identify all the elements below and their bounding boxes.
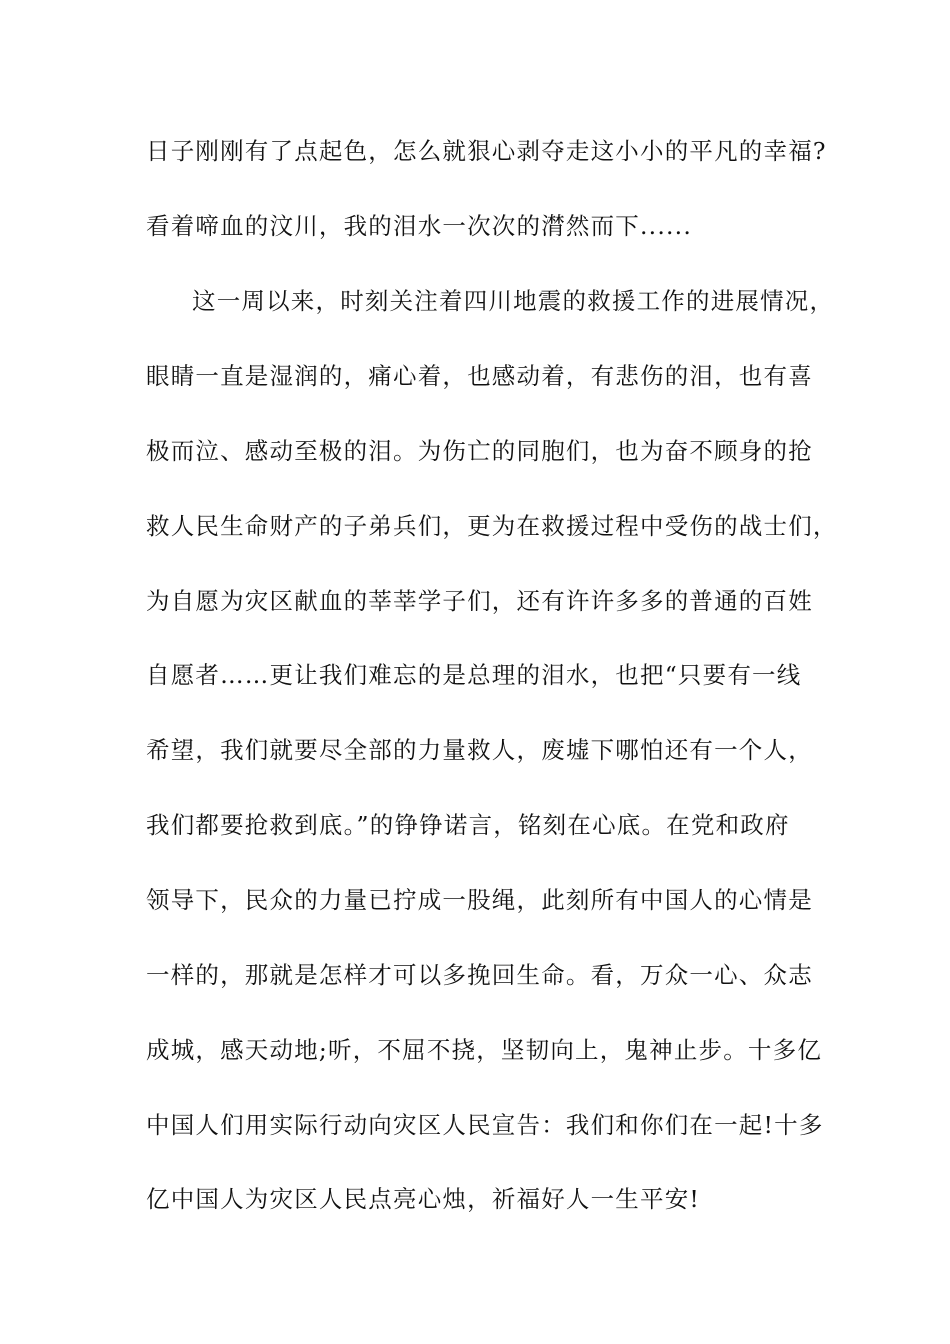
text-line: 成城，感天动地;听，不屈不挠，坚韧向上，鬼神止步。十多亿 bbox=[146, 1036, 823, 1064]
text-line: 救人民生命财产的子弟兵们，更为在救援过程中受伤的战士们， bbox=[146, 512, 838, 540]
text-line: 极而泣、感动至极的泪。为伤亡的同胞们，也为奋不顾身的抢 bbox=[146, 437, 813, 465]
text-line: 一样的，那就是怎样才可以多挽回生命。看，万众一心、众志 bbox=[146, 961, 813, 989]
paragraph-first-line: 这一周以来，时刻关注着四川地震的救援工作的进展情况， bbox=[192, 287, 835, 315]
text-line: 看着啼血的汶川，我的泪水一次次的潸然而下...... bbox=[146, 212, 693, 240]
text-line: 希望，我们就要尽全部的力量救人，废墟下哪怕还有一个人， bbox=[146, 736, 813, 764]
text-line: 日子刚刚有了点起色，怎么就狠心剥夺走这小小的平凡的幸福? bbox=[146, 137, 827, 165]
text-line: 亿中国人为灾区人民点亮心烛，祈福好人一生平安! bbox=[146, 1185, 701, 1213]
text-line: 为自愿为灾区献血的莘莘学子们，还有许许多多的普通的百姓 bbox=[146, 587, 813, 615]
text-line: 自愿者……更让我们难忘的是总理的泪水，也把“只要有一线 bbox=[146, 661, 802, 689]
text-line: 领导下，民众的力量已拧成一股绳，此刻所有中国人的心情是 bbox=[146, 886, 813, 914]
text-line: 中国人们用实际行动向灾区人民宣告：我们和你们在一起!十多 bbox=[146, 1111, 824, 1139]
text-line: 我们都要抢救到底。”的铮铮诺言，铭刻在心底。在党和政府 bbox=[146, 811, 790, 839]
text-line: 眼睛一直是湿润的，痛心着，也感动着，有悲伤的泪，也有喜 bbox=[146, 362, 813, 390]
